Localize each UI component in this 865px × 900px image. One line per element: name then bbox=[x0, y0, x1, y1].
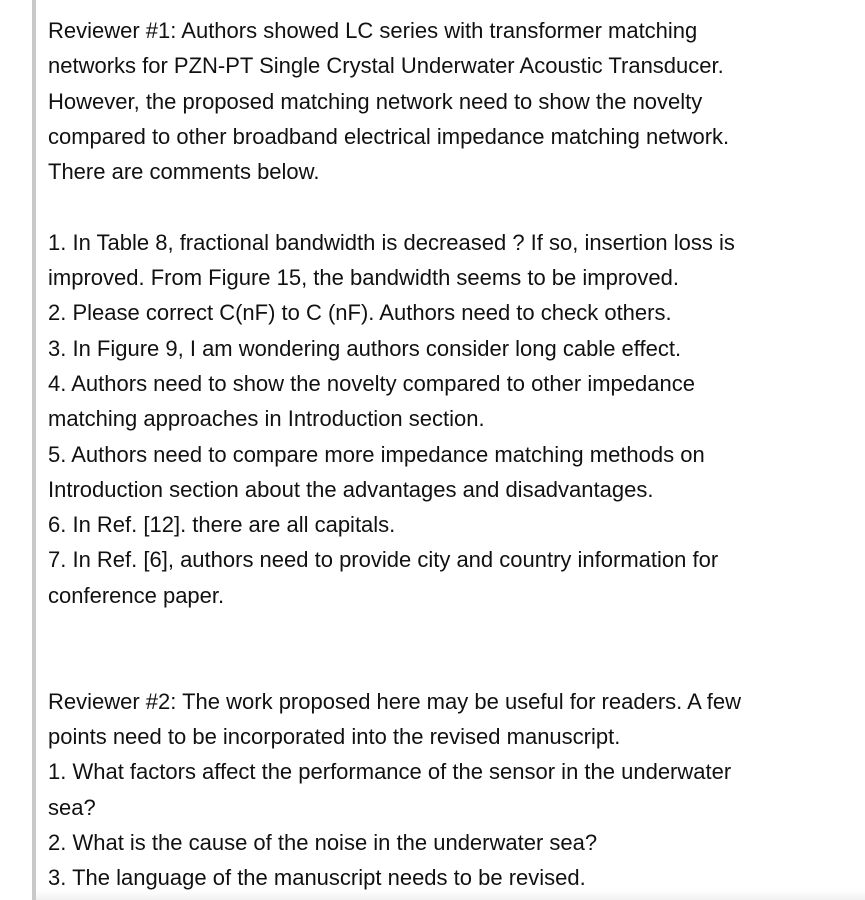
comment-line: 3. In Figure 9, I am wondering authors consider long cable effect. bbox=[48, 335, 682, 361]
reviewer-1-intro bbox=[48, 13, 838, 189]
comment-line: 2. Please correct C(nF) to C (nF). Authors need to check others. bbox=[48, 300, 672, 326]
comment-line: conference paper. bbox=[48, 582, 225, 608]
text-line: Reviewer #2: The work proposed here may be useful for readers. A few bbox=[48, 688, 741, 714]
text-line: There are comments below. bbox=[48, 159, 320, 185]
comment-line: 3. The language of the manuscript needs to be revised. bbox=[48, 865, 586, 891]
review-comments-document bbox=[48, 13, 838, 895]
comment-line: matching approaches in Introduction section. bbox=[48, 406, 485, 432]
comment-line: sea? bbox=[48, 794, 96, 820]
comment-line: 7. In Ref. [6], authors need to provide city and country information for bbox=[48, 547, 719, 573]
comment-line: 1. What factors affect the performance of the sensor in the underwater bbox=[48, 759, 732, 785]
text-line: networks for PZN-PT Single Crystal Underwater Acoustic Transducer. bbox=[48, 53, 724, 79]
text-line: points need to be incorporated into the revised manuscript. bbox=[48, 723, 621, 749]
text-line: compared to other broadband electrical impedance matching network. bbox=[48, 123, 730, 149]
reviewer-1-comments bbox=[48, 225, 838, 613]
bottom-fade bbox=[36, 890, 865, 900]
comment-line: Introduction section about the advantages and disadvantages. bbox=[48, 476, 654, 502]
comment-line: 1. In Table 8, fractional bandwidth is decreased ? If so, insertion loss is bbox=[48, 229, 735, 255]
comment-line: improved. From Figure 15, the bandwidth seems to be improved. bbox=[48, 265, 679, 291]
text-line: However, the proposed matching network need to show the novelty bbox=[48, 88, 703, 114]
quote-bar bbox=[32, 0, 36, 900]
comment-line: 6. In Ref. [12]. there are all capitals. bbox=[48, 512, 396, 538]
section-spacer bbox=[48, 613, 838, 684]
comment-line: 4. Authors need to show the novelty compared to other impedance bbox=[48, 370, 695, 396]
comment-line: 2. What is the cause of the noise in the underwater sea? bbox=[48, 829, 598, 855]
paragraph-spacer bbox=[48, 189, 838, 224]
text-line: Reviewer #1: Authors showed LC series with transformer matching bbox=[48, 18, 698, 43]
comment-line: 5. Authors need to compare more impedance matching methods on bbox=[48, 441, 705, 467]
reviewer-2-section bbox=[48, 684, 838, 896]
